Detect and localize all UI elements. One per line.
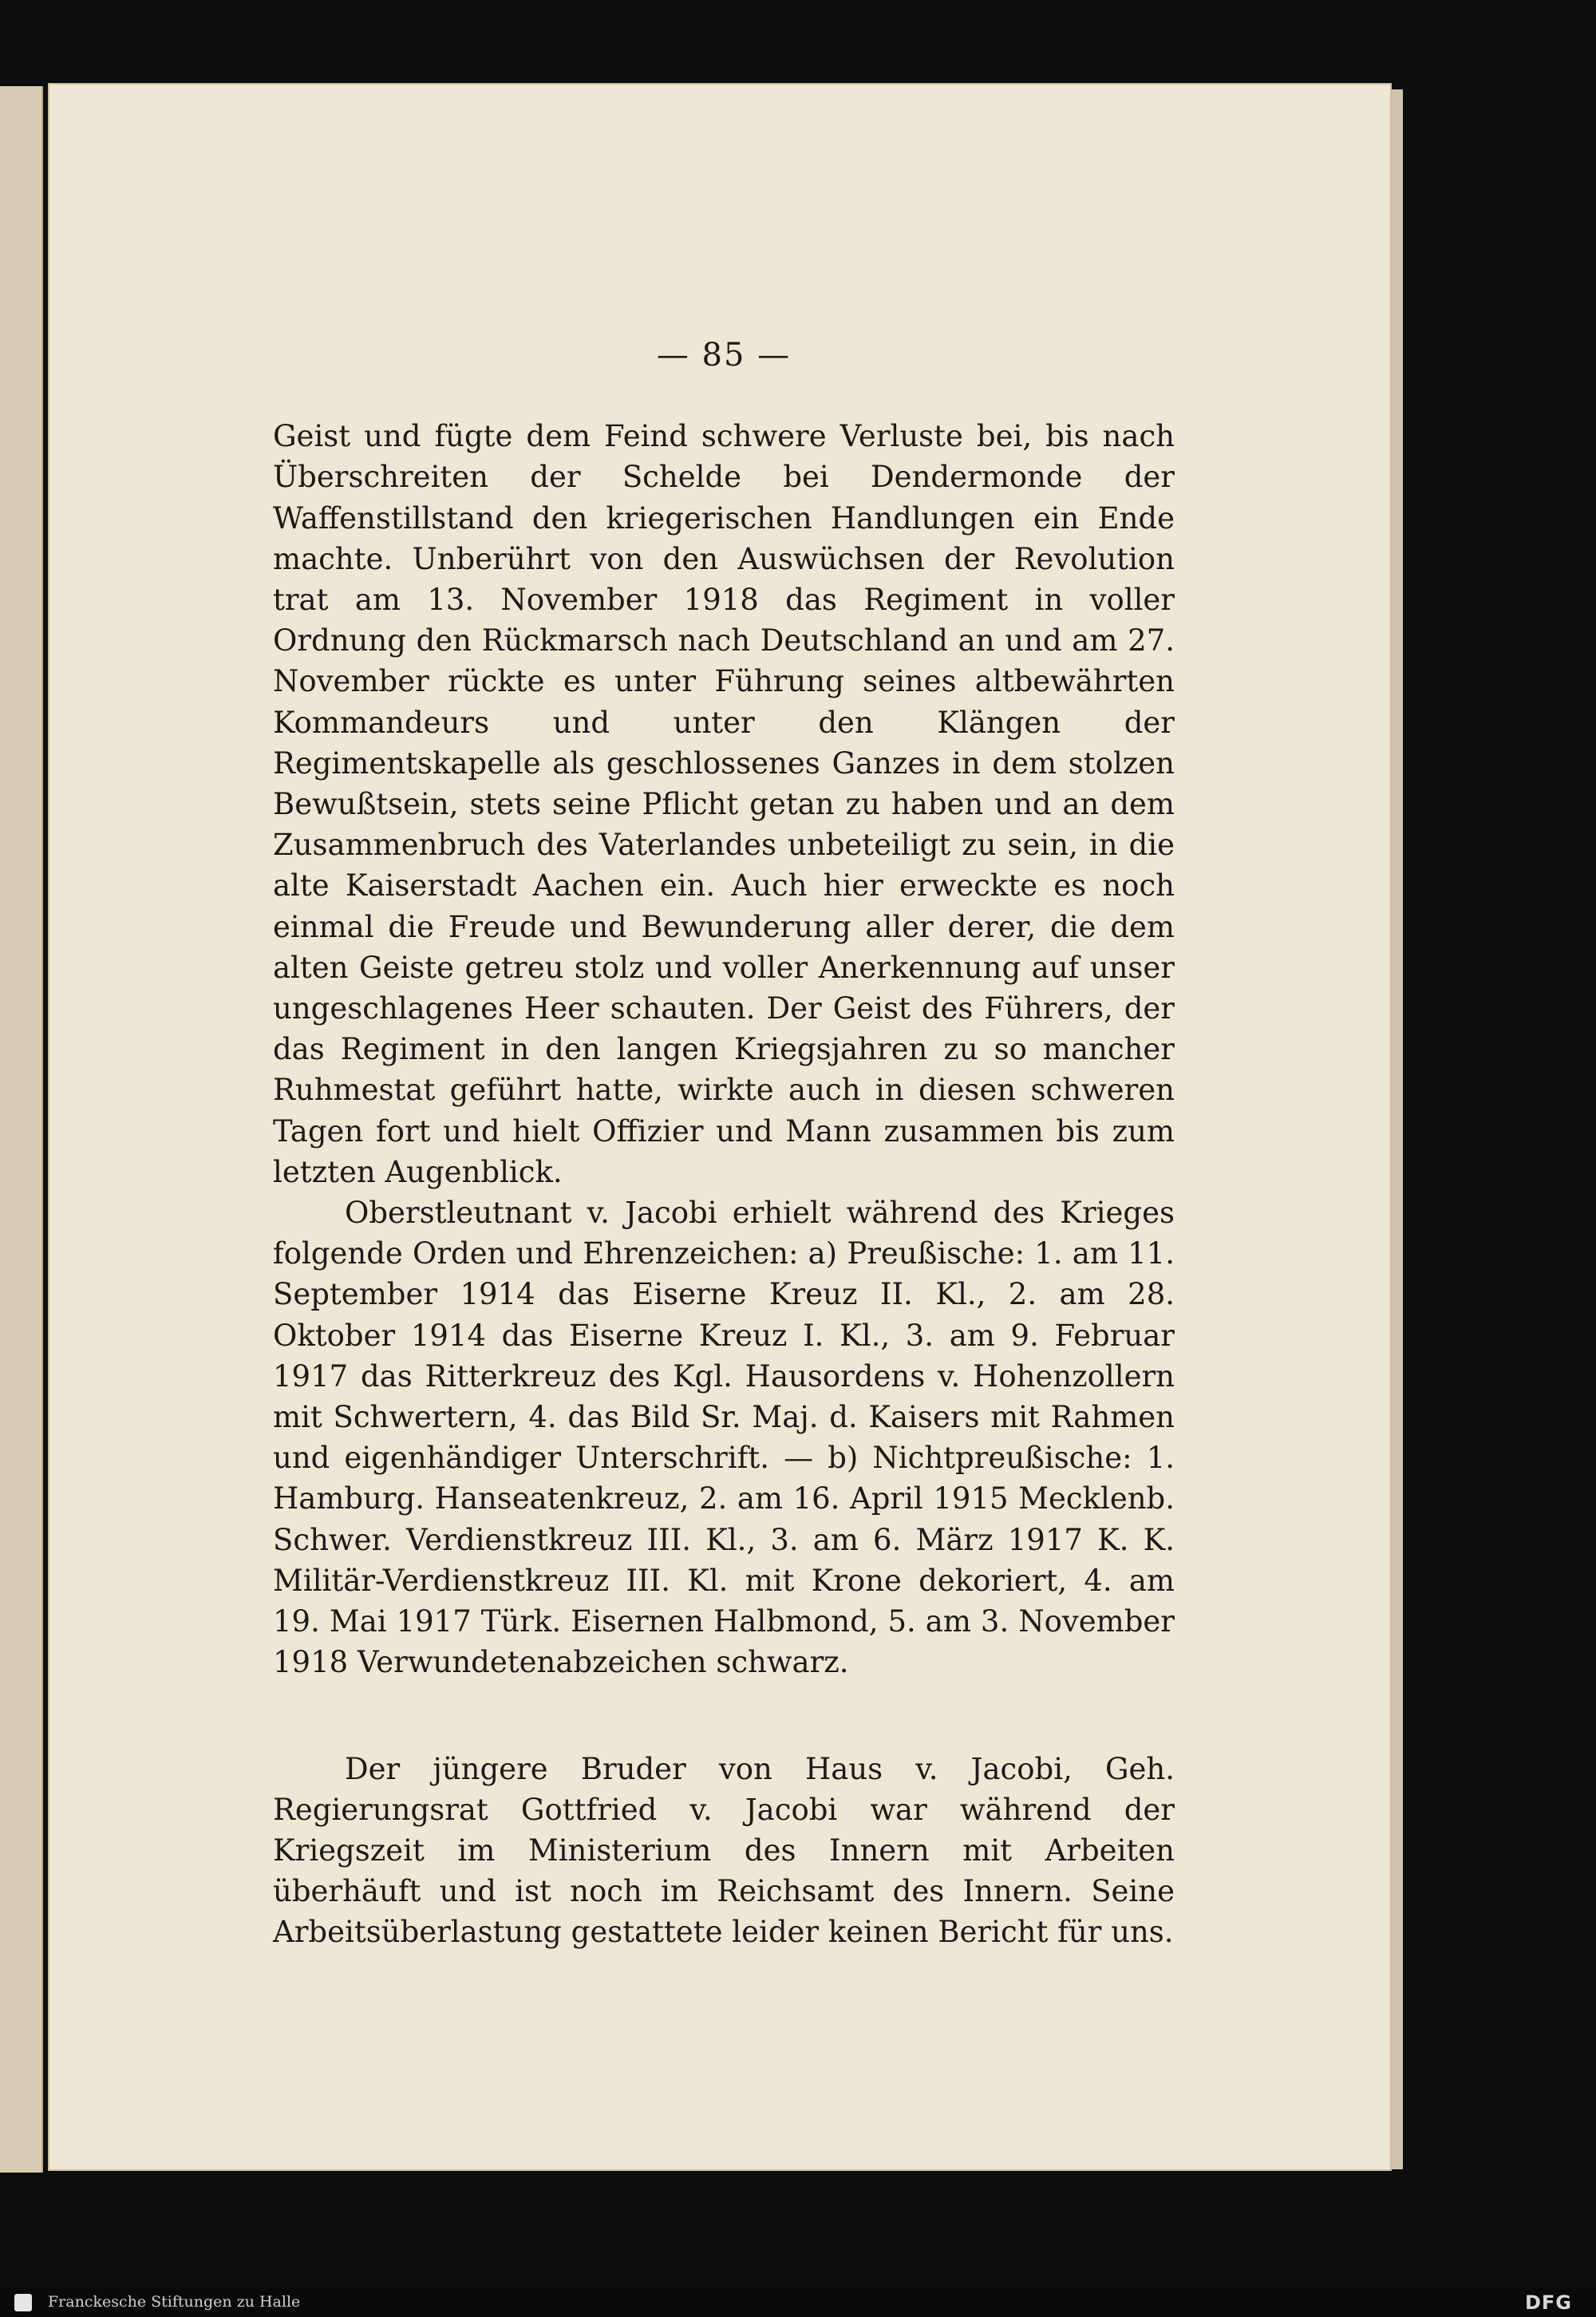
left-page-edge — [0, 86, 43, 2173]
page-edge — [1392, 89, 1403, 2169]
page-number: — 85 — — [656, 337, 792, 374]
paragraph-1: Geist und fügte dem Feind schwere Verluste bei, bis nach Überschreiten der Schelde bei Dendermonde der Waffenstillstand den kriegerischen Handlungen ein Ende machte. Unberührt von den Auswüchsen der Revolution trat am 13. November 1918 das Regiment in voller Ordnung den Rückmarsch nach Deutschland an und am 27. November rückte es unter Führung seines altbewährten Kommandeurs und unter den Klängen der Regimentskapelle als geschlossenes Ganzes in dem stolzen Bewußtsein, stets seine Pflicht getan zu haben und an dem Zusammenbruch des Vaterlandes unbeteiligt zu sein, in die alte Kaiserstadt Aachen ein. Auch hier erweckte es noch einmal die Freude und Bewunderung aller derer, die dem alten Geiste getreu stolz und voller Anerkennung auf unser ungeschlagenes Heer schauten. Der Geist des Führers, der das Regiment in den langen Kriegsjahren zu so mancher Ruhmestat geführt hatte, wirkte auch in diesen schweren Tagen fort und hielt Offizier und Mann zusammen bis zum letzten Augenblick. — [273, 419, 1175, 1189]
footer-bar — [0, 2287, 1596, 2317]
page-content — [273, 335, 1175, 1953]
institution-logo-icon — [14, 2294, 32, 2311]
paragraph-2: Oberstleutnant v. Jacobi erhielt während des Krieges folgende Orden und Ehrenzeichen: a) Preußische: 1. am 11. September 1914 das Eiserne Kreuz II. Kl., 2. am 28. Oktober 1914 das Eiserne Kreuz I. Kl., 3. am 9. Februar 1917 das Ritterkreuz des Kgl. Hausordens v. Hohenzollern mit Schwertern, 4. das Bild Sr. Maj. d. Kaisers mit Rahmen und eigenhändiger Unterschrift. — b) Nichtpreußische: 1. Hamburg. Hanseatenkreuz, 2. am 16. April 1915 Mecklenb. Schwer. Verdienstkreuz III. Kl., 3. am 6. März 1917 K. K. Militär-Verdienstkreuz III. Kl. mit Krone dekoriert, 4. am 19. Mai 1917 Türk. Eisernen Halbmond, 5. am 3. November 1918 Verwundetenabzeichen schwarz. — [273, 1196, 1175, 1680]
book-page — [48, 83, 1392, 2171]
paragraph-3: Der jüngere Bruder von Haus v. Jacobi, Geh. Regierungsrat Gottfried v. Jacobi war während der Kriegszeit im Ministerium des Innern mit Arbeiten überhäuft und ist noch im Reichsamt des Innern. Seine Arbeitsüberlastung gestattete leider keinen Bericht für uns. — [273, 1751, 1175, 1950]
dfg-logo: DFG — [1524, 2291, 1572, 2314]
institution-name: Franckesche Stiftungen zu Halle — [48, 2293, 301, 2311]
